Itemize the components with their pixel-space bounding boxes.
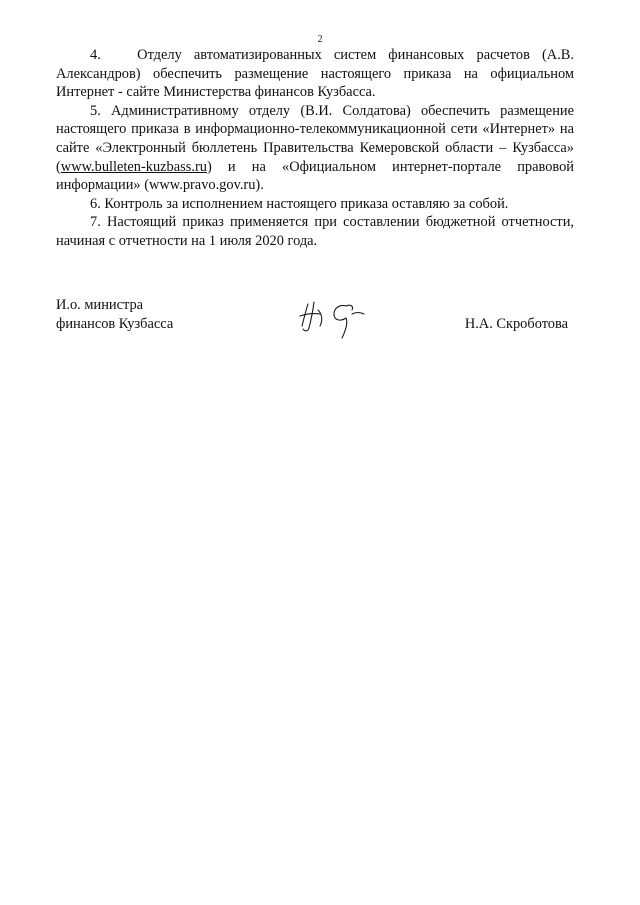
bulletin-link[interactable]: www.bulleten-kuzbass.ru xyxy=(60,158,207,175)
paragraph-5-text-after: ) и на «Официальном интернет-портале правовой информации» (www.pravo.gov.ru). xyxy=(56,158,574,194)
document-body xyxy=(56,46,574,251)
paragraph-7: 7. Настоящий приказ применяется при составлении бюджетной отчетности, начиная с отчетности на 1 июля 2020 года. xyxy=(56,214,574,249)
signer-name: Н.А. Скроботова xyxy=(464,315,568,332)
paragraph-5-text-before: 5. Административному отделу (В.И. Солдатова) обеспечить размещение настоящего приказа в информационно-телекоммуникационной сети «Интернет» на сайте «Электронный бюллетень Правительства Кемеровской области – Кузбасса» ( xyxy=(56,102,574,175)
handwritten-signature xyxy=(294,296,374,346)
signer-position xyxy=(56,296,173,333)
signer-position-line-2: финансов Кузбасса xyxy=(56,315,174,332)
signature-block xyxy=(56,296,574,356)
paragraph-5 xyxy=(56,102,574,195)
paragraph-6: 6. Контроль за исполнением настоящего приказа оставляю за собой. xyxy=(90,195,509,212)
signer-position-line-1: И.о. министра xyxy=(56,297,144,313)
paragraph-4: 4. Отделу автоматизированных систем финансовых расчетов (А.В. Александров) обеспечить размещение настоящего приказа на официальном Интернет - сайте Министерства финансов Кузбасса. xyxy=(56,47,574,101)
page-number: 2 xyxy=(317,34,323,45)
